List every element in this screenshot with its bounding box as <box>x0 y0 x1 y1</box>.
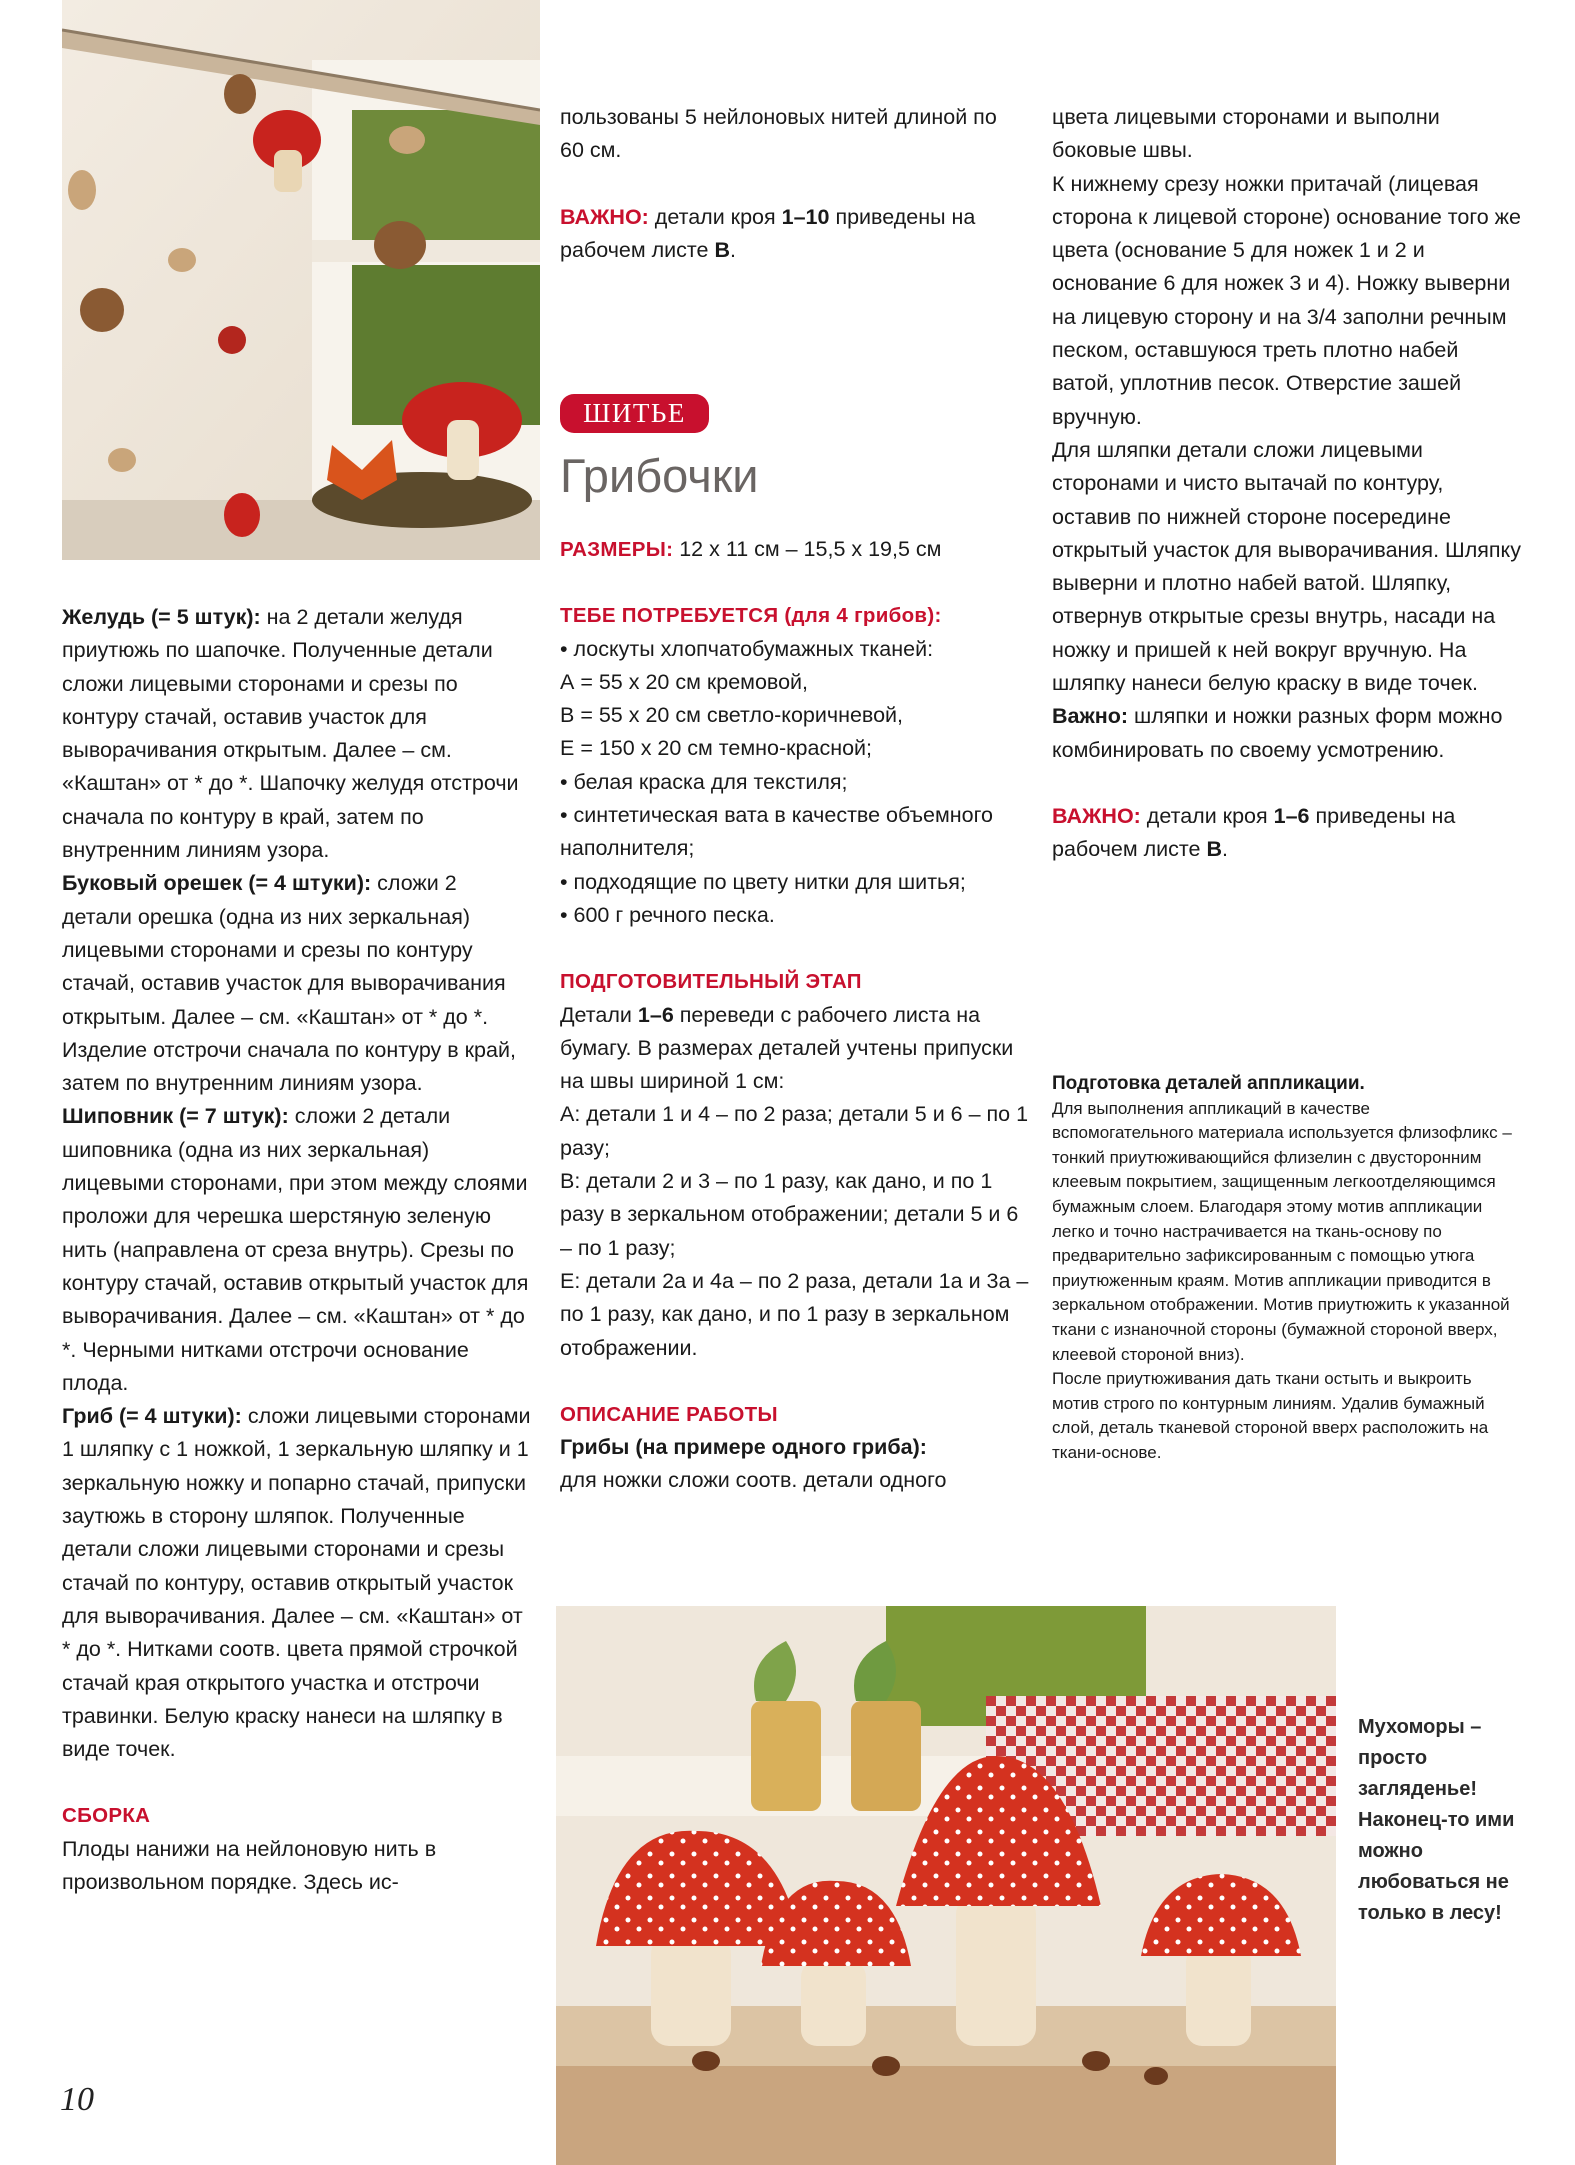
photo-caption: Мухоморы – просто загляденье! Наконец-то ими можно любоваться не только в лесу! <box>1358 1716 1515 1924</box>
column-1 <box>62 601 532 1899</box>
column-2 <box>560 533 1030 1498</box>
col3-paragraph-3: Для шляпки детали сложи лицевыми сторонами и чисто вытачай по контуру, оставив по нижней стороне посередине открытый участок для выворачивания. Шляпку выверни и плотно набей ватой. Шляпку, отвернув открытые срезы внутрь, насади на ножку и пришей к ней вокруг вручную. На шляпку нанеси белую краску в виде точек. <box>1052 437 1521 696</box>
assembly-heading: СБОРКА <box>62 1804 151 1828</box>
material-item: • синтетическая вата в качестве объемного наполнителя; <box>560 803 993 861</box>
material-item: В = 55 х 20 см светло-коричневой, <box>560 703 904 728</box>
col3-paragraph-2: К нижнему срезу ножки притачай (лицевая сторона к лицевой стороне) основание того же цвета (основание 5 для ножек 1 и 2 и основание 6 для ножек 3 и 4). Ножку выверни на лицевую сторону и на 3/4 заполни речным песком, оставшуюся треть плотно набей ватой, уплотнив песок. Отверстие зашей вручную. <box>1052 171 1522 429</box>
prep-heading: ПОДГОТОВИТЕЛЬНЫЙ ЭТАП <box>560 970 862 994</box>
prep-fabric-a: А: детали 1 и 4 – по 2 раза; детали 5 и 6 – по 1 разу; <box>560 1102 1029 1160</box>
material-item: • 600 г речного песка. <box>560 902 775 927</box>
col3-paragraph-1: цвета лицевыми сторонами и выполни боковые швы. <box>1052 105 1440 163</box>
mushroom-paragraph: Гриб (= 4 штуки): сложи лицевыми сторонами 1 шляпку с 1 ножкой, 1 зеркальную шляпку и 1 зеркальную ножку и попарно стачай, припуски заутюжь в сторону шляпок. Полученные детали сложи лицевыми сторонами и срезы стачай по контуру, оставив открытый участок для выворачивания. Далее – см. «Каштан» от * до *. Нитками соотв. цвета прямой строчкой стачай края открытого участка и отстрочи травинки. Белую краску нанеси на шляпку в виде точек. <box>62 1404 531 1762</box>
photo-hanging-ornaments <box>62 0 540 560</box>
important-note-2: ВАЖНО: детали кроя 1–6 приведены на рабочем листе В. <box>1052 803 1456 862</box>
material-item: • лоскуты хлопчатобумажных тканей: <box>560 636 934 661</box>
column-2-top <box>560 101 1015 267</box>
materials-heading: ТЕБЕ ПОТРЕБУЕТСЯ (для 4 грибов): <box>560 604 942 628</box>
material-item: • белая краска для текстиля; <box>560 769 848 794</box>
description-text: для ножки сложи соотв. детали одного <box>560 1468 947 1493</box>
important-note-1: ВАЖНО: детали кроя 1–10 приведены на рабочем листе В. <box>560 204 976 262</box>
photo-mushrooms <box>556 1606 1336 2165</box>
prep-intro: Детали 1–6 переведи с рабочего листа на бумагу. В размерах деталей учтены припуски на швы шириной 1 см: <box>560 1002 1014 1094</box>
material-item: • подходящие по цвету нитки для шитья; <box>560 869 966 894</box>
acorn-paragraph: Желудь (= 5 штук): на 2 детали желудя приутюжь по шапочке. Полученные детали сложи лицевыми сторонами и срезы по контуру стачай, оставив участок для выворачивания открытым. Далее – см. «Каштан» от * до *. Шапочку желудя отстрочи сначала по контуру в край, затем по внутренним линиям узора. <box>62 605 519 863</box>
material-item: А = 55 х 20 см кремовой, <box>560 669 809 694</box>
applique-heading: Подготовка деталей аппликации. <box>1052 1073 1365 1094</box>
applique-block <box>1052 1072 1512 1466</box>
category-tag: ШИТЬЕ <box>560 394 709 433</box>
prep-fabric-b: В: детали 2 и 3 – по 1 разу, как дано, и по 1 разу в зеркальном отображении; детали 5 и 6 – по 1 разу; <box>560 1169 1019 1260</box>
nylon-continuation: пользованы 5 нейлоновых нитей длиной по 60 см. <box>560 105 997 163</box>
beechnut-paragraph: Буковый орешек (= 4 штуки): сложи 2 детали орешка (одна из них зеркальная) лицевыми сторонами и срезы по контуру стачай, оставив участок для выворачивания открытым. Далее – см. «Каштан» от * до *. Изделие отстрочи сначала по контуру в край, затем по внутренним линиям узора. <box>62 871 516 1096</box>
prep-fabric-e: Е: детали 2а и 4а – по 2 раза, детали 1а и 3а – по 1 разу, как дано, и по 1 разу в зеркальном отображении. <box>560 1268 1029 1360</box>
page-number: 10 <box>60 2081 94 2118</box>
sizes-line: РАЗМЕРЫ: 12 х 11 см – 15,5 х 19,5 см <box>560 537 942 561</box>
description-heading: ОПИСАНИЕ РАБОТЫ <box>560 1402 778 1426</box>
material-item: Е = 150 х 20 см темно-красной; <box>560 736 873 761</box>
applique-text-2: После приутюживания дать ткани остыть и выкроить мотив строго по контурным линиям. Удалив бумажный слой, деталь тканевой стороной вверх расположить на ткани-основе. <box>1052 1369 1489 1462</box>
column-3 <box>1052 101 1522 867</box>
assembly-text: Плоды нанижи на нейлоновую нить в произвольном порядке. Здесь ис- <box>62 1836 437 1894</box>
applique-text: Для выполнения аппликаций в качестве вспомогательного материала используется флизофликс – тонкий приутюживающийся флизелин с двусторонним клеевым покрытием, защищенным легкоотделяющимся бумажным слоем. Благодаря этому мотив аппликации легко и точно настрачивается на ткань-основу по предварительно зафиксированным с помощью утюга приутюженным краям. Мотив аппликации приводится в зеркальном отображении. Мотив приутюжить к указанной ткани с изнаночной стороны (бумажной стороной вверх, клеевой стороной вниз). <box>1052 1098 1512 1364</box>
rosehip-paragraph: Шиповник (= 7 штук): сложи 2 детали шиповника (одна из них зеркальная) лицевыми сторонами, при этом между слоями проложи для черешка шерстяную зеленую нить (направлена от среза внутрь). Срезы по контуру стачай, оставив открытый участок для выворачивания. Далее – см. «Каштан» от * до *. Черными нитками отстрочи основание плода. <box>62 1104 529 1395</box>
col3-important-inline: Важно: шляпки и ножки разных форм можно комбинировать по своему усмотрению. <box>1052 704 1503 762</box>
description-subheading: Грибы (на примере одного гриба): <box>560 1435 927 1460</box>
article-title: Грибочки <box>560 449 759 502</box>
